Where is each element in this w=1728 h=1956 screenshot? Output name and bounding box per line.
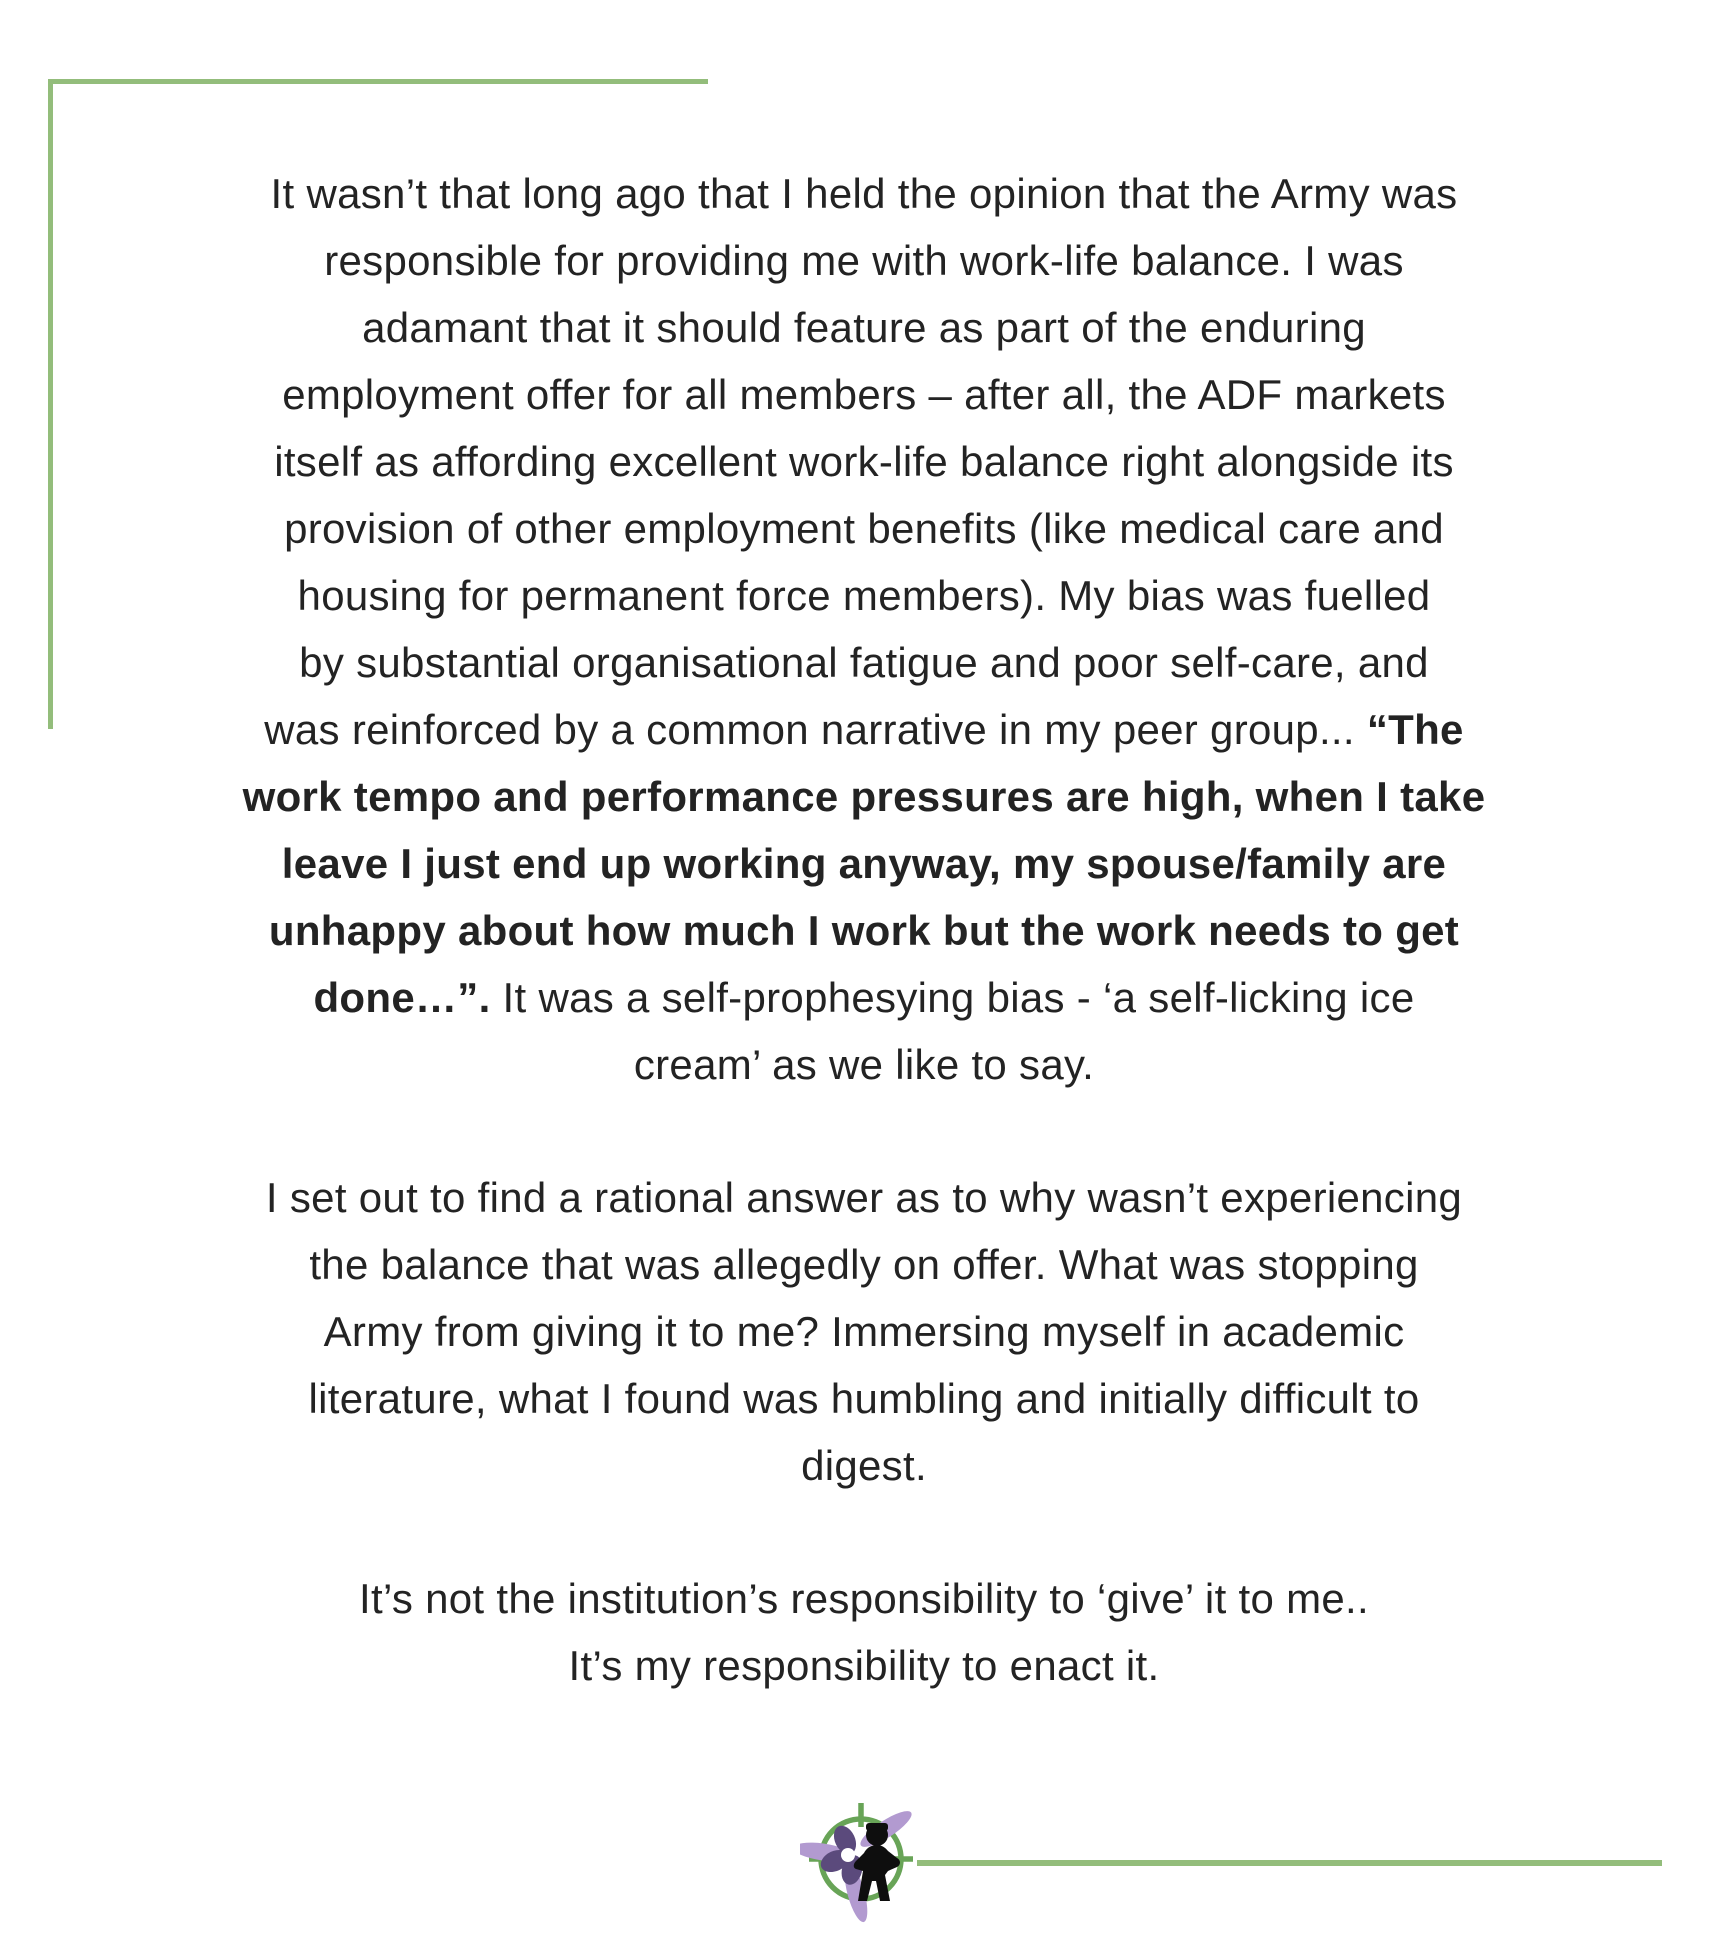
body-text: It was a self-prophesying bias - ‘a self-licking ice [490, 974, 1415, 1021]
body-text: employment offer for all members – after all, the ADF markets [282, 371, 1446, 418]
quote-emphasis-text: leave I just end up working anyway, my spouse/family are [281, 840, 1447, 887]
paragraph [84, 1565, 1644, 1699]
body-text: digest. [801, 1442, 927, 1489]
footer-divider-line [917, 1860, 1662, 1866]
body-text: housing for permanent force members). My bias was fuelled [297, 572, 1431, 619]
body-text: was reinforced by a common narrative in my peer group... [264, 706, 1367, 753]
text-line [84, 830, 1644, 897]
text-line [84, 696, 1644, 763]
body-text: It’s my responsibility to enact it. [568, 1642, 1160, 1689]
body-text: I set out to find a rational answer as to why wasn’t experiencing [265, 1174, 1463, 1221]
body-text: the balance that was allegedly on offer. What was stopping [309, 1241, 1419, 1288]
body-text: It wasn’t that long ago that I held the opinion that the Army was [270, 170, 1458, 217]
quote-emphasis-text: work tempo and performance pressures are high, when I take [242, 773, 1486, 820]
text-line [84, 227, 1644, 294]
body-text: It’s not the institution’s responsibility to ‘give’ it to me.. [359, 1575, 1369, 1622]
text-line [84, 1164, 1644, 1231]
text-line [84, 294, 1644, 361]
text-line [84, 1632, 1644, 1699]
text-line [84, 495, 1644, 562]
paragraph [84, 1164, 1644, 1499]
body-text: itself as affording excellent work-life balance right alongside its [274, 438, 1454, 485]
body-text: Army from giving it to me? Immersing myself in academic [323, 1308, 1405, 1355]
text-line [84, 1365, 1644, 1432]
footer [0, 1790, 1728, 1930]
body-text: adamant that it should feature as part of the enduring [362, 304, 1366, 351]
quote-emphasis-text: “The [1366, 706, 1464, 753]
text-line [84, 897, 1644, 964]
body-text: cream’ as we like to say. [633, 1041, 1095, 1088]
text-line [84, 1432, 1644, 1499]
quote-emphasis-text: unhappy about how much I work but the work needs to get [268, 907, 1460, 954]
text-line [84, 1298, 1644, 1365]
paragraph [84, 160, 1644, 1098]
fan-hub-icon [841, 1848, 855, 1862]
text-line [84, 361, 1644, 428]
text-line [84, 160, 1644, 227]
propeller-crosshair-soldier-logo-icon [800, 1797, 926, 1923]
text-line [84, 1231, 1644, 1298]
body-text: by substantial organisational fatigue and poor self-care, and [299, 639, 1429, 686]
quote-emphasis-text: done…”. [313, 974, 491, 1021]
body-text: provision of other employment benefits (like medical care and [284, 505, 1444, 552]
body-text: literature, what I found was humbling and initially difficult to [308, 1375, 1420, 1422]
text-line [84, 629, 1644, 696]
article-text [84, 160, 1644, 1699]
text-line [84, 763, 1644, 830]
body-text: responsible for providing me with work-life balance. I was [324, 237, 1404, 284]
text-line [84, 428, 1644, 495]
text-line [84, 1565, 1644, 1632]
text-line [84, 964, 1644, 1031]
text-line [84, 1031, 1644, 1098]
text-line [84, 562, 1644, 629]
